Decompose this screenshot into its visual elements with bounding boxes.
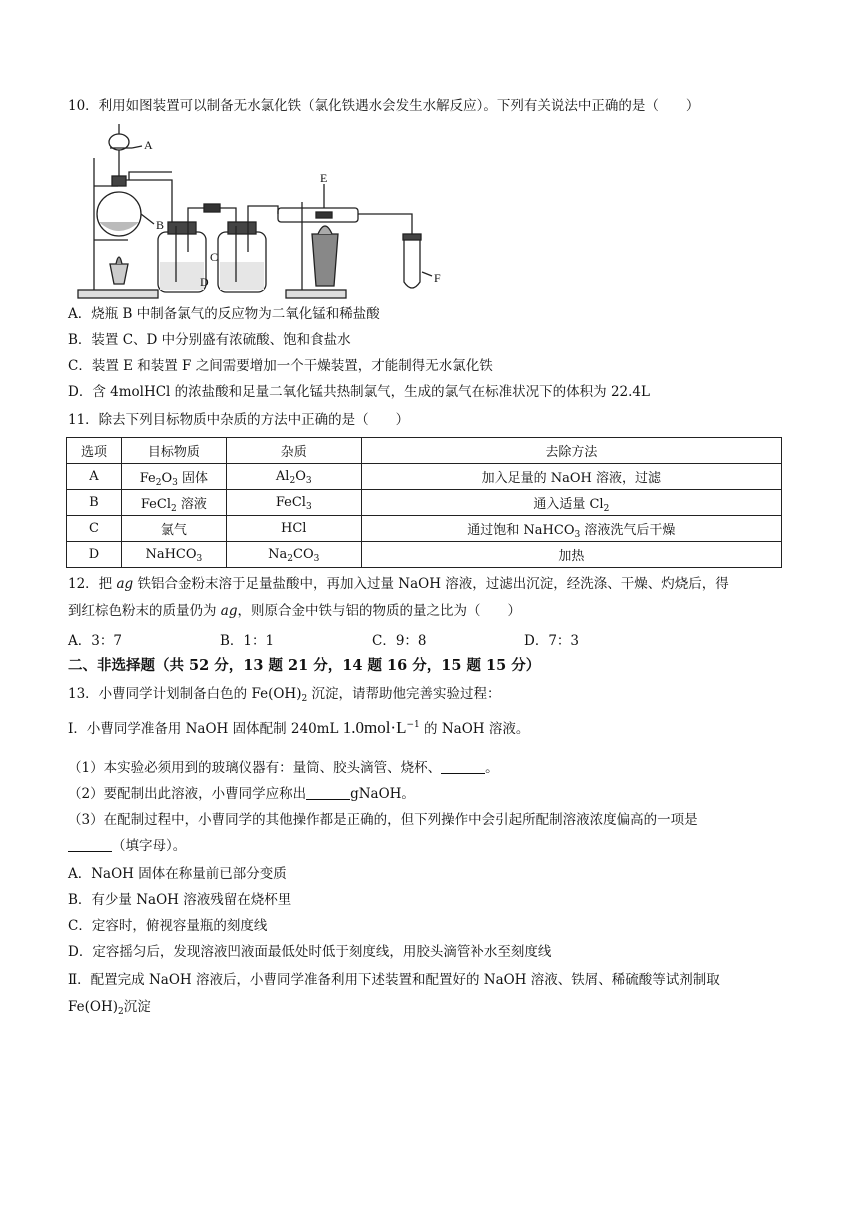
q13-option-a: A．NaOH 固体在称量前已部分变质	[68, 866, 287, 882]
answer-blank[interactable]	[306, 785, 350, 800]
header-cell: 选项	[67, 438, 122, 464]
q10-option-a: A．烧瓶 B 中制备氯气的反应物为二氧化锰和稀盐酸	[68, 306, 380, 322]
q13-sub-1: （1）本实验必须用到的玻璃仪器有：量筒、胶头滴管、烧杯、 。	[68, 760, 499, 776]
q12-option-b: B．1：1	[220, 633, 275, 649]
target-cell: FeCl$_2$ 溶液	[121, 490, 226, 516]
question-13-stem: 13．小曹同学计划制备白色的 $Fe(OH)_2$ 沉淀，请帮助他完善实验过程：	[68, 686, 501, 704]
table-row	[67, 516, 782, 542]
option-cell: A	[67, 464, 122, 490]
question-10-stem: 10．利用如图装置可以制备无水氯化铁（氯化铁遇水会发生水解反应）。下列有关说法中正确的是（ ）	[68, 98, 700, 114]
method-cell: 加入足量的 NaOH 溶液，过滤	[361, 464, 781, 490]
answer-blank[interactable]	[441, 759, 485, 774]
target-cell: 氯气	[121, 516, 226, 542]
q13-option-d: D．定容摇匀后，发现溶液凹液面最低处时低于刻度线，用胶头滴管补水至刻度线	[68, 944, 552, 960]
label-D: D	[200, 275, 209, 289]
answer-blank[interactable]	[68, 837, 112, 852]
table-row	[67, 490, 782, 516]
apparatus-diagram	[72, 122, 444, 302]
impurity-cell: HCl	[226, 516, 361, 542]
header-cell: 目标物质	[121, 438, 226, 464]
q11-table	[66, 437, 782, 568]
header-cell: 去除方法	[361, 438, 781, 464]
q13-option-b: B．有少量 NaOH 溶液残留在烧杯里	[68, 892, 292, 908]
label-E: E	[320, 171, 328, 185]
table-row	[67, 542, 782, 568]
section-heading: 二、非选择题（共 52 分，13 题 21 分，14 题 16 分，15 题 15 分）	[68, 657, 541, 674]
q13-sub-3-line1: （3）在配制过程中，小曹同学的其他操作都是正确的，但下列操作中会引起所配制溶液浓度偏高的一项是	[68, 812, 698, 828]
label-A: A	[144, 138, 153, 152]
method-cell: 加热	[361, 542, 781, 568]
q12-option-a: A．3：7	[68, 633, 122, 649]
method-cell: 通过饱和 NaHCO$_3$ 溶液洗气后干燥	[361, 516, 781, 542]
q13-sub-3-line2: （填字母）。	[68, 836, 186, 856]
question-11-stem: 11．除去下列目标物质中杂质的方法中正确的是（ ）	[68, 412, 410, 428]
q13-part-2-line1: Ⅱ．配置完成 NaOH 溶液后，小曹同学准备利用下述装置和配置好的 NaOH 溶液、铁屑、稀硫酸等试剂制取	[68, 972, 720, 988]
option-cell: C	[67, 516, 122, 542]
q13-option-c: C．定容时，俯视容量瓶的刻度线	[68, 918, 268, 934]
q10-option-b: B．装置 C、D 中分别盛有浓硫酸、饱和食盐水	[68, 332, 351, 348]
impurity-cell: FeCl$_3$	[226, 490, 361, 516]
q12-option-d: D．7：3	[524, 633, 580, 649]
table-row	[67, 464, 782, 490]
option-cell: D	[67, 542, 122, 568]
question-12-stem-line2: 到红棕色粉末的质量仍为 ag，则原合金中铁与铝的物质的量之比为（ ）	[68, 603, 521, 619]
header-cell: 杂质	[226, 438, 361, 464]
q10-option-c: C．装置 E 和装置 F 之间需要增加一个干燥装置，才能制得无水氯化铁	[68, 358, 493, 374]
target-cell: $Fe_2O_3$ 固体	[121, 464, 226, 490]
q13-part-1: I．小曹同学准备用 NaOH 固体配制 240mL $1.0mol\cdot L^{-1}$ 的 NaOH 溶液。	[68, 718, 530, 737]
target-cell: NaHCO$_3$	[121, 542, 226, 568]
q13-sub-2: （2）要配制出此溶液，小曹同学应称出 gNaOH。	[68, 786, 415, 802]
q13-part-2-line2: $Fe(OH)_2$沉淀	[68, 999, 151, 1017]
option-cell: B	[67, 490, 122, 516]
q10-option-d: D．含 4molHCl 的浓盐酸和足量二氧化锰共热制氯气，生成的氯气在标准状况下的体积为 22.4L	[68, 384, 650, 400]
table-header-row	[67, 438, 782, 464]
method-cell: 通入适量 $Cl_2$	[361, 490, 781, 516]
question-12-stem-line1: 12．把 ag 铁铝合金粉末溶于足量盐酸中，再加入过量 NaOH 溶液，过滤出沉淀，经洗涤、干燥、灼烧后，得	[68, 576, 729, 592]
impurity-cell: $Al_2O_3$	[226, 464, 361, 490]
label-F: F	[434, 271, 441, 285]
label-B: B	[156, 218, 165, 232]
q12-option-c: C．9：8	[372, 633, 427, 649]
impurity-cell: $Na_2CO_3$	[226, 542, 361, 568]
label-C: C	[210, 250, 219, 264]
